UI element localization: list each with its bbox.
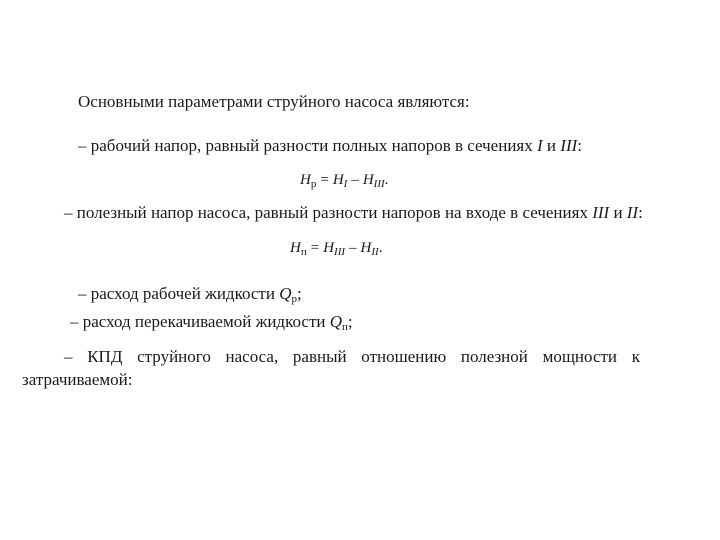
conjunction: и (609, 203, 627, 222)
formula-symbol: H (290, 240, 301, 256)
punctuation: ; (347, 312, 353, 331)
formula-subscript: р (310, 178, 317, 190)
flow-subscript: р (291, 293, 297, 305)
formula-symbol: H (300, 172, 311, 188)
punctuation: : (638, 203, 643, 222)
item-working-head-text: – рабочий напор, равный разности полных напоров в сечениях (78, 136, 537, 155)
item-pumped-flow-text: – расход перекачиваемой жидкости (70, 312, 330, 331)
punctuation: ; (297, 284, 302, 303)
formula-useful-head (290, 238, 382, 258)
section-label: I (537, 136, 543, 155)
formula-symbol: H (332, 172, 344, 188)
punctuation: : (577, 136, 582, 155)
item-useful-head (64, 203, 643, 223)
formula-subscript: III (373, 178, 385, 190)
equals-sign: = (320, 172, 329, 188)
section-label: II (626, 203, 639, 222)
intro-text (78, 92, 470, 112)
formula-symbol: H (360, 240, 372, 256)
item-efficiency-text: – КПД струйного насоса, равный отношению полезной мощности к (64, 347, 640, 366)
formula-subscript: п (300, 246, 307, 258)
formula-symbol: H (323, 240, 335, 256)
punctuation: . (384, 172, 389, 188)
flow-symbol: Q (279, 284, 292, 303)
section-label: III (592, 203, 610, 222)
item-efficiency (64, 347, 640, 367)
minus-sign: – (349, 240, 357, 256)
item-efficiency-text-line2: затрачиваемой: (22, 370, 133, 389)
formula-working-head (300, 170, 388, 190)
item-pumped-flow (70, 312, 353, 332)
formula-symbol: H (362, 172, 374, 188)
formula-subscript: I (343, 178, 348, 190)
punctuation: . (378, 240, 383, 256)
formula-subscript: III (334, 246, 346, 258)
item-working-head (78, 136, 582, 156)
formula-subscript: II (371, 246, 379, 258)
conjunction: и (542, 136, 561, 155)
item-efficiency-continuation (22, 370, 132, 390)
item-useful-head-text: – полезный напор насоса, равный разности напоров на входе в сечениях (64, 203, 593, 222)
item-working-flow (78, 284, 302, 304)
intro-label: Основными параметрами струйного насоса являются: (78, 92, 470, 111)
minus-sign: – (351, 172, 359, 188)
section-label: III (560, 136, 578, 155)
flow-subscript: п (342, 321, 348, 333)
equals-sign: = (310, 240, 320, 256)
item-working-flow-text: – расход рабочей жидкости (78, 284, 280, 303)
flow-symbol: Q (329, 312, 342, 331)
